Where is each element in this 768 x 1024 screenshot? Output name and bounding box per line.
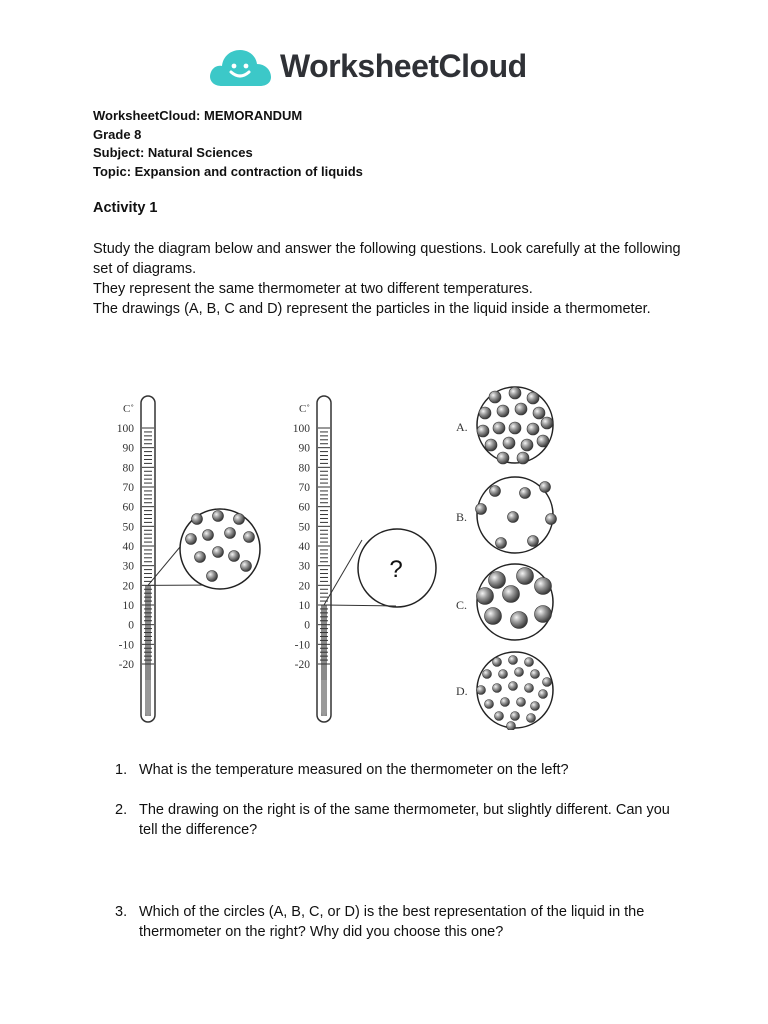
question-2 — [115, 800, 675, 840]
particle — [508, 512, 519, 523]
particle — [234, 514, 245, 525]
particle — [503, 437, 515, 449]
worksheetcloud-logo — [208, 42, 568, 92]
particle — [533, 407, 545, 419]
right-zoom-circle — [324, 529, 436, 607]
scale-label: 0 — [304, 619, 310, 632]
scale-label: 20 — [122, 580, 134, 593]
particle — [477, 425, 489, 437]
scale-label: 50 — [122, 521, 134, 534]
scale-label: 40 — [122, 541, 134, 553]
scale-label: 50 — [298, 521, 310, 534]
activity-title: Activity 1 — [93, 200, 158, 216]
scale-label: 60 — [298, 501, 310, 514]
particle — [525, 684, 534, 693]
option-label-c: C. — [456, 598, 468, 612]
scale-label: 90 — [298, 442, 310, 455]
particle — [495, 712, 504, 721]
particle — [485, 608, 502, 625]
particle — [511, 712, 520, 721]
particle — [528, 536, 539, 547]
particle — [537, 435, 549, 447]
particle — [477, 588, 494, 605]
question-list — [115, 760, 675, 942]
particle — [509, 422, 521, 434]
question-1 — [115, 760, 675, 780]
particle — [546, 514, 557, 525]
right-thermometer — [293, 396, 331, 722]
question-3 — [115, 902, 675, 942]
particle — [539, 690, 548, 699]
particle — [535, 578, 552, 595]
logo-text: WorksheetCloud — [280, 48, 527, 84]
particle — [483, 670, 492, 679]
question-number: 2. — [115, 802, 128, 818]
particle — [515, 668, 524, 677]
particle — [521, 439, 533, 451]
unit-label: C˚ — [123, 403, 134, 415]
particle — [225, 528, 236, 539]
particle — [244, 532, 255, 543]
scale-label: 100 — [292, 423, 310, 435]
scale-label: 100 — [116, 423, 134, 435]
header-topic: Topic: Expansion and contraction of liquids — [93, 163, 363, 179]
scale-label: -10 — [294, 639, 310, 652]
particle — [517, 452, 529, 464]
particle — [509, 682, 518, 691]
particle — [507, 722, 516, 731]
particle — [229, 551, 240, 562]
intro-paragraph-2: They represent the same thermometer at two different temperatures. — [93, 281, 533, 297]
particle — [493, 658, 502, 667]
particle — [192, 514, 203, 525]
scale-label: 10 — [298, 600, 310, 612]
particle — [501, 698, 510, 707]
particle — [503, 586, 520, 603]
question-number: 3. — [115, 904, 128, 920]
particle — [186, 534, 197, 545]
particle — [207, 571, 218, 582]
particle — [493, 422, 505, 434]
particle — [490, 486, 501, 497]
scale-label: 20 — [298, 580, 310, 593]
particle — [517, 698, 526, 707]
scale-label: -20 — [118, 659, 134, 671]
scale-label: 10 — [122, 600, 134, 612]
particle — [531, 670, 540, 679]
scale-label: 70 — [298, 482, 310, 494]
question-text: The drawing on the right is of the same thermometer, but slightly different. Can you tell the difference? — [139, 802, 670, 838]
intro-paragraph-3: The drawings (A, B, C and D) represent the particles in the liquid inside a thermometer. — [93, 301, 651, 317]
particle — [479, 407, 491, 419]
thermometer-diagram — [100, 380, 570, 730]
question-number: 1. — [115, 762, 128, 778]
particle — [485, 700, 494, 709]
particle — [527, 392, 539, 404]
question-text: Which of the circles (A, B, C, or D) is the best representation of the liquid in the thermometer on the right? Why did you choose this one? — [139, 904, 645, 940]
option-label-a: A. — [456, 420, 468, 434]
scale-label: 0 — [128, 619, 134, 632]
particle — [476, 504, 487, 515]
particle — [489, 572, 506, 589]
memo-header — [93, 107, 363, 181]
header-title: WorksheetCloud: MEMORANDUM — [93, 108, 303, 123]
question-mark: ? — [389, 556, 403, 583]
particle — [477, 686, 486, 695]
particle — [195, 552, 206, 563]
particle — [527, 423, 539, 435]
intro-text — [93, 239, 693, 319]
particle — [509, 387, 521, 399]
scale-label: 80 — [122, 462, 134, 475]
particle — [527, 714, 536, 723]
header-subject: Subject: Natural Sciences — [93, 145, 253, 160]
scale-label: 70 — [122, 482, 134, 494]
particle — [203, 530, 214, 541]
scale-label: -20 — [294, 659, 310, 671]
particle — [543, 678, 552, 687]
particle — [213, 547, 224, 558]
scale-label: 40 — [298, 541, 310, 553]
scale-label: 90 — [122, 442, 134, 455]
particle — [520, 488, 531, 499]
left-thermometer — [117, 396, 155, 722]
particle — [540, 482, 551, 493]
particle — [517, 568, 534, 585]
particle — [489, 391, 501, 403]
left-zoom-circle — [148, 509, 260, 589]
scale-label: -10 — [118, 639, 134, 652]
scale-label: 60 — [122, 501, 134, 514]
intro-paragraph-1: Study the diagram below and answer the following questions. Look carefully at the following set of diagrams. — [93, 241, 681, 277]
particle — [497, 452, 509, 464]
particle — [511, 612, 528, 629]
particle — [531, 702, 540, 711]
particle — [493, 684, 502, 693]
option-label-d: D. — [456, 684, 468, 698]
particle — [241, 561, 252, 572]
particle — [515, 403, 527, 415]
particle — [525, 658, 534, 667]
particle — [535, 606, 552, 623]
particle — [541, 417, 553, 429]
particle — [496, 538, 507, 549]
particle-options — [456, 387, 557, 730]
particle — [497, 405, 509, 417]
scale-label: 80 — [298, 462, 310, 475]
particle — [213, 511, 224, 522]
smiling-cloud-icon — [208, 46, 274, 88]
scale-label: 30 — [298, 560, 310, 573]
scale-label: 30 — [122, 560, 134, 573]
particle — [499, 670, 508, 679]
particle — [509, 656, 518, 665]
option-label-b: B. — [456, 510, 468, 524]
header-grade: Grade 8 — [93, 126, 142, 142]
unit-label: C˚ — [299, 403, 310, 415]
question-text: What is the temperature measured on the thermometer on the left? — [139, 762, 569, 778]
particle — [485, 439, 497, 451]
